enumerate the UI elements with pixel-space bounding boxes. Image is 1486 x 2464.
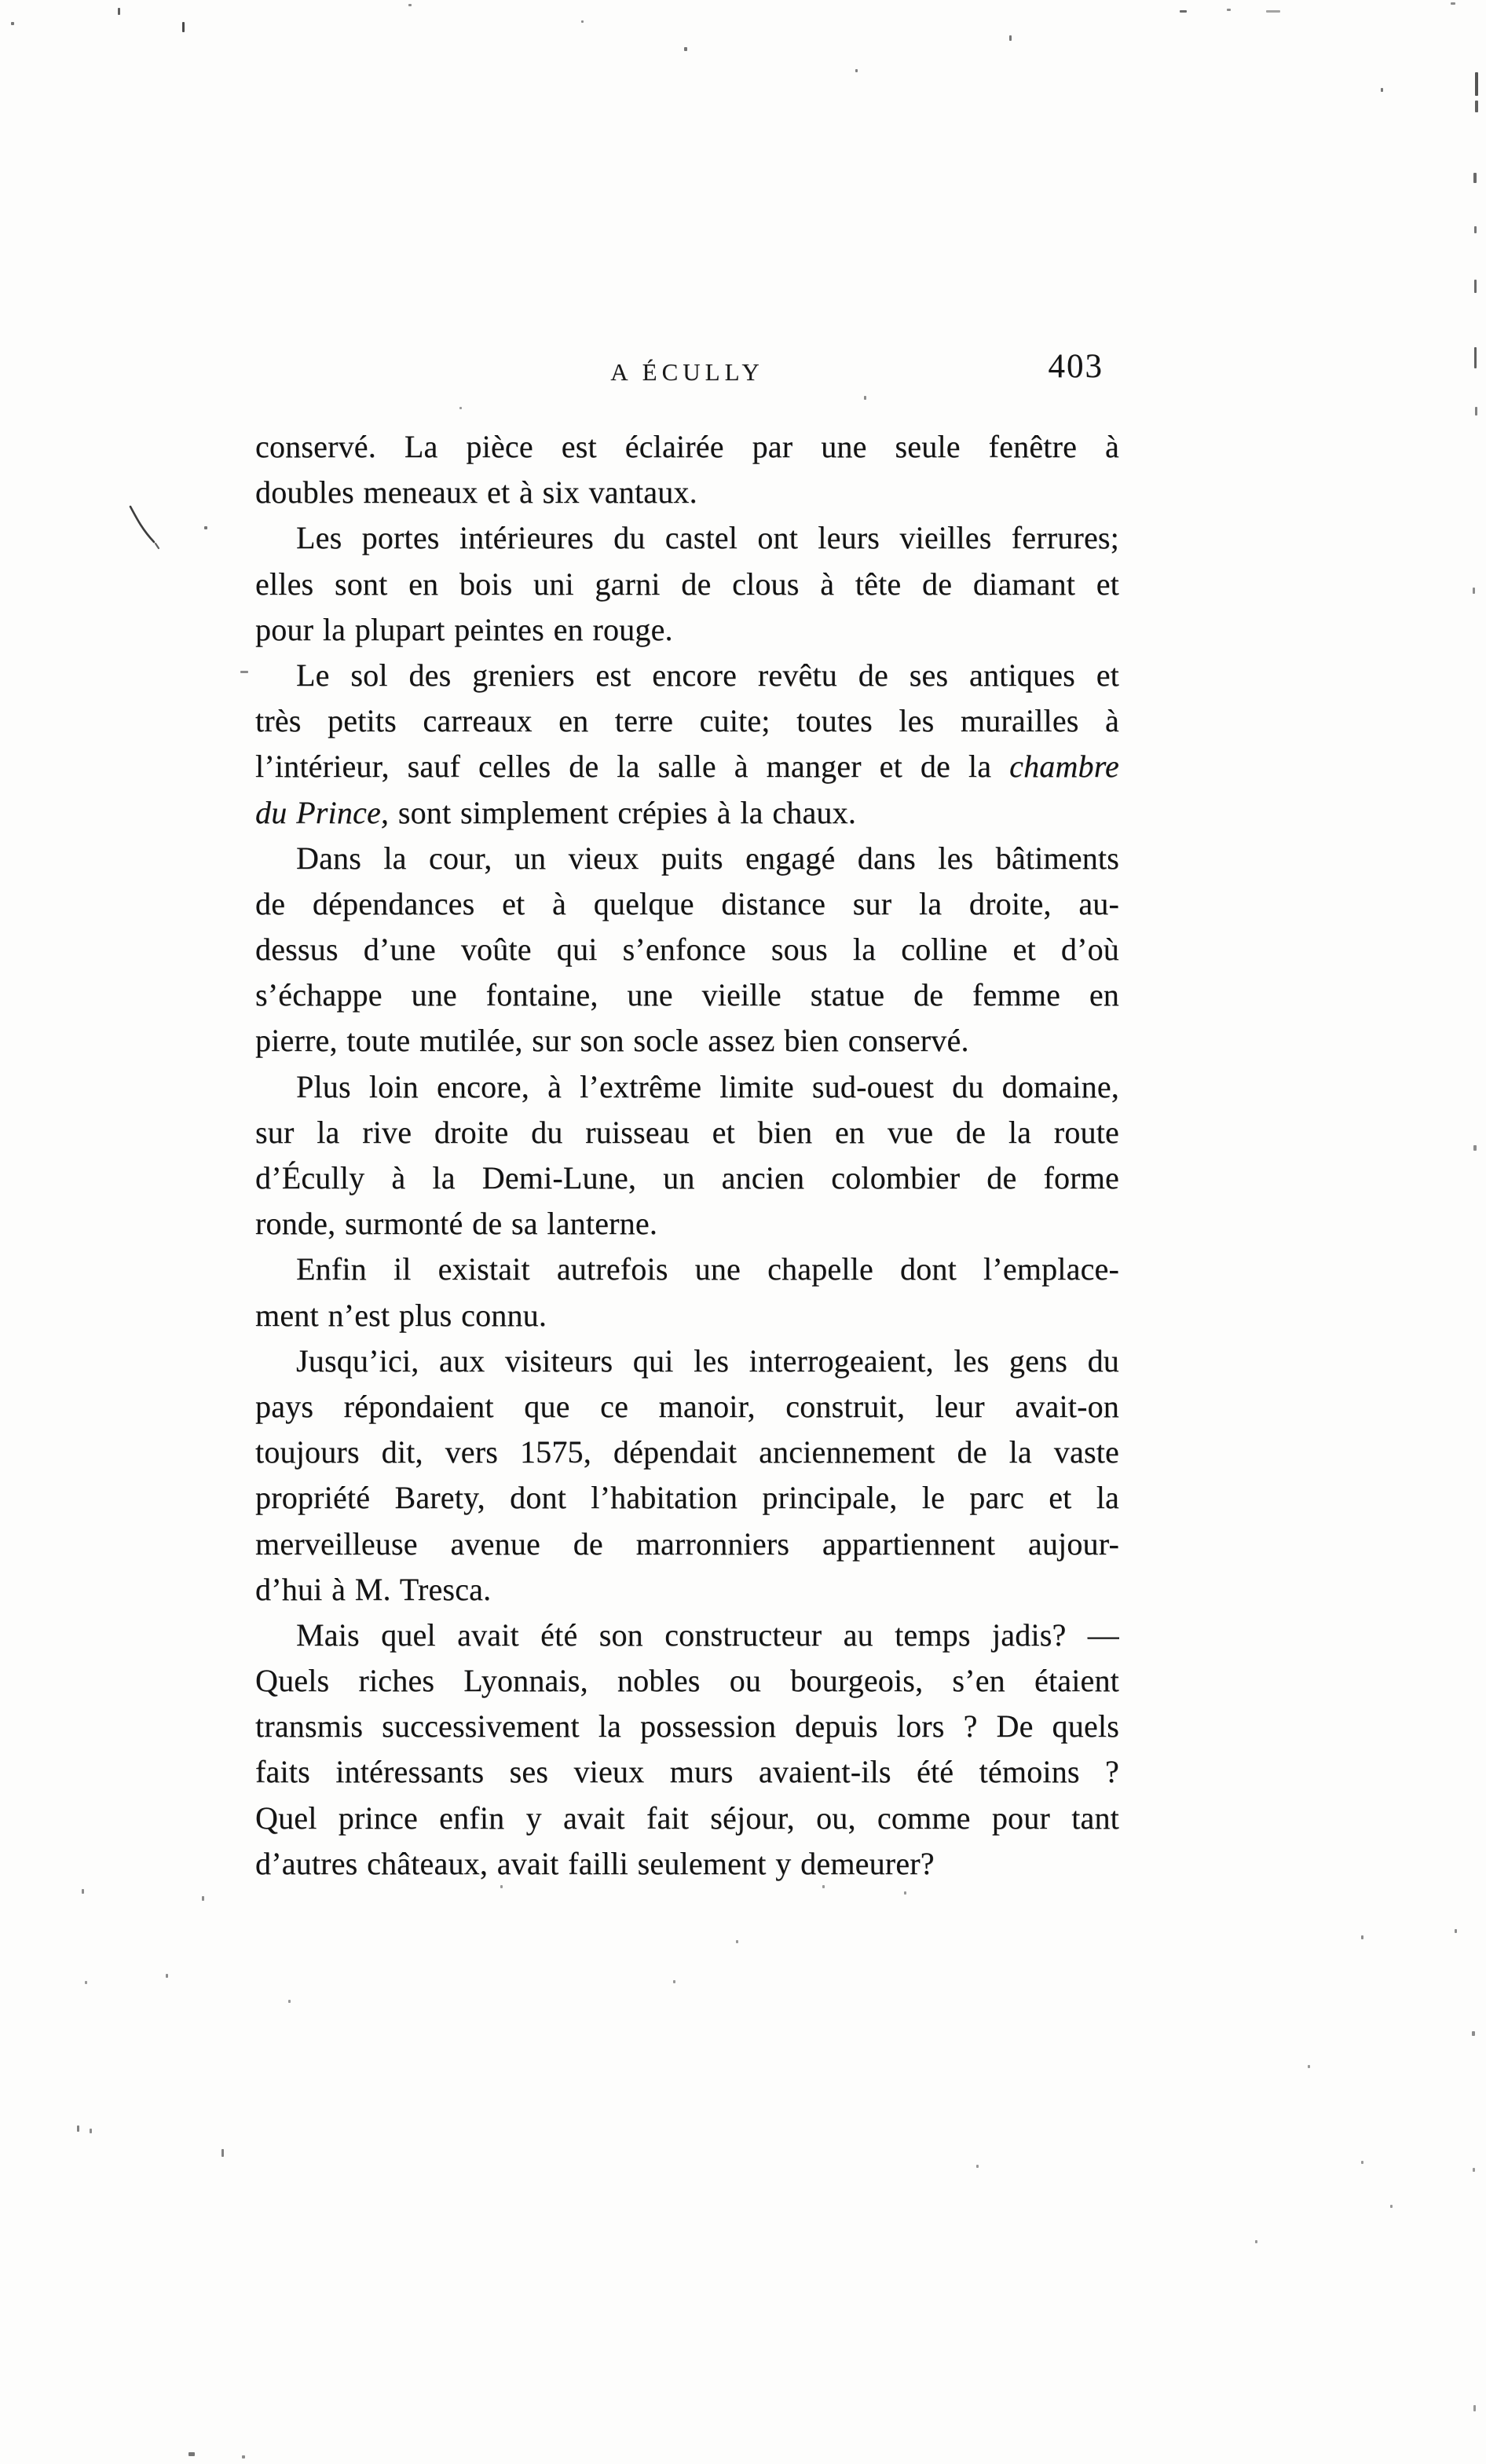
text-line <box>255 1430 1119 1475</box>
text-segment: toujours dit, vers 1575, dépendait anciennement de la vaste <box>255 1434 1119 1470</box>
text-line <box>255 562 1119 607</box>
text-segment: Jusqu’ici, aux visiteurs qui les interrogeaient, les gens du <box>296 1342 1119 1378</box>
text-segment: d’hui à M. Tresca. <box>255 1571 492 1607</box>
scan-speck <box>1451 2 1455 5</box>
scan-speck <box>1474 280 1477 293</box>
text-line <box>255 1018 1119 1064</box>
scan-speck <box>864 396 866 400</box>
scan-speck <box>221 2149 224 2157</box>
text-line <box>255 1247 1119 1292</box>
scan-speck <box>182 22 185 32</box>
text-segment: propriété Barety, dont l’habitation principale, le parc et la <box>255 1480 1119 1516</box>
text-line <box>255 836 1119 881</box>
text-segment: pierre, toute mutilée, sur son socle assez bien conservé. <box>255 1023 969 1059</box>
scan-speck <box>459 407 462 409</box>
scan-speck <box>1473 2168 1475 2172</box>
text-line <box>255 1293 1119 1338</box>
text-line <box>255 1796 1119 1841</box>
text-line <box>255 424 1119 470</box>
text-line <box>255 1110 1119 1155</box>
text-segment: doubles meneaux et à six vantaux. <box>255 474 697 511</box>
scan-speck <box>1473 588 1475 594</box>
scan-speck <box>904 1891 906 1895</box>
scan-speck <box>1255 2240 1257 2243</box>
text-segment: conservé. La pièce est éclairée par une seule fenêtre à <box>255 429 1119 464</box>
scan-speck <box>500 1885 503 1888</box>
scan-speck <box>288 2000 291 2003</box>
scan-speck <box>1472 2031 1475 2036</box>
scan-speck <box>1475 101 1478 112</box>
running-title: A ÉCULLY <box>610 358 764 386</box>
body-text <box>255 424 1119 1887</box>
margin-pen-mark <box>127 504 165 555</box>
scan-speck <box>1308 2065 1310 2068</box>
text-segment: l’intérieur, sauf celles de la salle à manger et de la <box>255 749 1010 785</box>
text-segment: sur la rive droite du ruisseau et bien en vue de la route <box>255 1114 1119 1150</box>
text-segment: s’échappe une fontaine, une vieille statue de femme en <box>255 977 1119 1013</box>
scan-speck <box>976 2165 979 2168</box>
text-segment: pour la plupart peintes en rouge. <box>255 611 673 647</box>
italic-phrase: du Prince, <box>255 794 390 830</box>
scan-speck <box>736 1940 738 1943</box>
scan-speck <box>855 69 858 72</box>
text-segment: de dépendances et à quelque distance sur la droite, au- <box>255 885 1119 921</box>
text-line <box>255 972 1119 1018</box>
text-segment: sont simplement crépies à la chaux. <box>389 794 857 830</box>
text-line <box>255 1613 1119 1658</box>
text-line <box>255 881 1119 927</box>
text-segment: Mais quel avait été son constructeur au temps jadis? — <box>296 1616 1119 1653</box>
text-segment: elles sont en bois uni garni de clous à tête de diamant et <box>255 566 1119 602</box>
scan-speck <box>1475 407 1477 416</box>
scan-speck <box>204 526 207 529</box>
text-line <box>255 1338 1119 1384</box>
scan-speck <box>188 2452 195 2456</box>
scan-speck <box>1475 72 1478 96</box>
page-number: 403 <box>1048 348 1104 385</box>
scan-speck <box>1474 347 1477 368</box>
text-segment: merveilleuse avenue de marronniers appartiennent aujour- <box>255 1525 1119 1562</box>
text-line <box>255 744 1119 789</box>
text-line <box>255 927 1119 972</box>
scan-speck <box>1474 226 1477 233</box>
text-line <box>255 698 1119 744</box>
scan-speck <box>673 1980 675 1983</box>
text-line <box>255 1064 1119 1110</box>
text-segment: pays répondaient que ce manoir, construit, leur avait-on <box>255 1388 1119 1424</box>
scan-speck <box>118 8 120 15</box>
text-segment: Dans la cour, un vieux puits engagé dans les bâtiments <box>296 840 1119 876</box>
scan-speck <box>202 1896 204 1901</box>
text-line <box>255 1155 1119 1201</box>
text-line <box>255 1384 1119 1430</box>
scan-speck <box>1390 2205 1393 2208</box>
scan-speck <box>90 2129 92 2133</box>
text-line <box>255 1521 1119 1567</box>
scan-speck <box>1180 10 1187 13</box>
text-segment: d’autres châteaux, avait failli seulement y demeurer? <box>255 1845 935 1881</box>
scan-speck <box>77 2125 79 2132</box>
scan-speck <box>82 1889 84 1894</box>
scan-speck <box>85 1981 87 1984</box>
scan-speck <box>1455 1929 1457 1933</box>
text-segment: faits intéressants ses vieux murs avaient-ils été témoins ? <box>255 1754 1119 1790</box>
scan-speck <box>408 4 412 6</box>
text-segment: Le sol des greniers est encore revêtu de ses antiques et <box>296 657 1119 693</box>
scan-speck <box>1361 1935 1363 1939</box>
text-segment: Enfin il existait autrefois une chapelle dont l’emplace- <box>296 1251 1119 1287</box>
text-segment: dessus d’une voûte qui s’enfonce sous la colline et d’où <box>255 932 1119 968</box>
scan-speck <box>1227 9 1231 11</box>
scan-speck <box>11 22 14 25</box>
scan-speck <box>242 2455 245 2459</box>
scan-speck <box>1266 10 1280 13</box>
scan-speck <box>166 1974 168 1978</box>
text-line <box>255 515 1119 561</box>
scan-speck <box>1381 88 1383 92</box>
text-line <box>255 653 1119 698</box>
text-segment: transmis successivement la possession depuis lors ? De quels <box>255 1708 1119 1745</box>
text-segment: Quel prince enfin y avait fait séjour, ou, comme pour tant <box>255 1799 1119 1836</box>
text-segment: ment n’est plus connu. <box>255 1297 547 1333</box>
text-line <box>255 607 1119 653</box>
text-line <box>255 1841 1119 1887</box>
text-line <box>255 1475 1119 1521</box>
text-line <box>255 790 1119 836</box>
scan-speck <box>240 671 248 673</box>
text-line <box>255 470 1119 515</box>
text-line <box>255 1201 1119 1247</box>
text-line <box>255 1749 1119 1795</box>
text-segment: Plus loin encore, à l’extrême limite sud-ouest du domaine, <box>296 1068 1119 1104</box>
scan-speck <box>1473 2405 1476 2411</box>
text-segment: très petits carreaux en terre cuite; toutes les murailles à <box>255 703 1119 739</box>
scan-speck <box>1473 1145 1477 1151</box>
text-line <box>255 1567 1119 1613</box>
scan-speck <box>1361 2161 1363 2164</box>
text-segment: ronde, surmonté de sa lanterne. <box>255 1206 658 1242</box>
scan-speck <box>822 1885 825 1888</box>
italic-phrase: chambre <box>1009 749 1119 785</box>
text-line <box>255 1704 1119 1749</box>
scan-speck <box>581 20 584 23</box>
text-segment: Quels riches Lyonnais, nobles ou bourgeois, s’en étaient <box>255 1663 1119 1699</box>
scan-speck <box>1009 35 1012 41</box>
scan-speck <box>684 47 687 51</box>
scan-speck <box>1473 173 1477 183</box>
text-segment: Les portes intérieures du castel ont leurs vieilles ferrures; <box>296 520 1119 556</box>
text-line <box>255 1658 1119 1704</box>
text-segment: d’Écully à la Demi-Lune, un ancien colombier de forme <box>255 1160 1119 1195</box>
